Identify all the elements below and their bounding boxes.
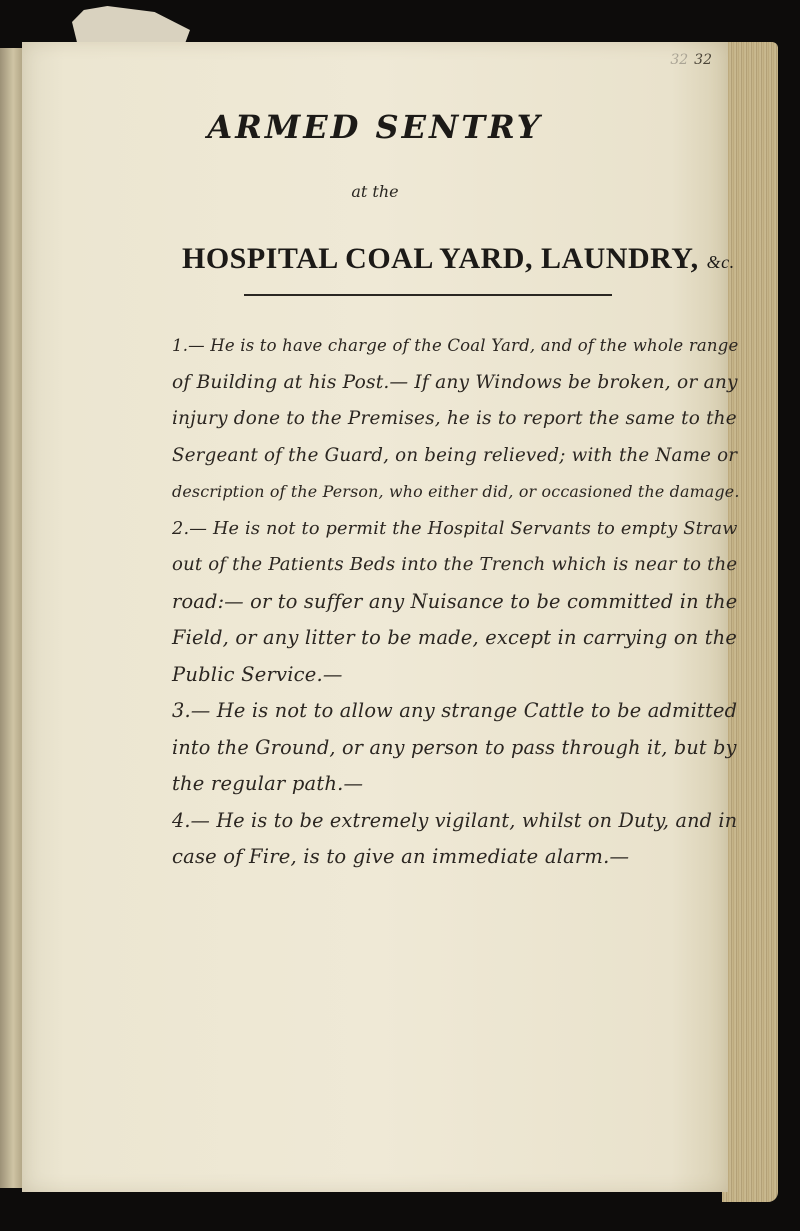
subtitle-etc: &c. <box>706 252 735 272</box>
text-line: 4.— He is to be extremely vigilant, whilst on Duty, and in <box>172 808 738 832</box>
ink-page-number: 32 <box>694 52 712 68</box>
text-line: road:— or to suffer any Nuisance to be committed in the <box>172 589 738 613</box>
title-connector: at the <box>351 182 399 201</box>
text-line: of Building at his Post.— If any Windows be broken, or any <box>172 371 738 393</box>
text-line: Field, or any litter to be made, except in carrying on the <box>172 626 738 649</box>
subtitle-text: HOSPITAL COAL YARD, LAUNDRY, <box>182 242 699 275</box>
text-line: injury done to the Premises, he is to report the same to the <box>172 408 737 429</box>
text-line: out of the Patients Beds into the Trench which is near to the <box>172 554 738 575</box>
pencil-page-number: 32 <box>670 52 689 68</box>
text-line: 2.— He is not to permit the Hospital Servants to empty Straw <box>172 518 738 539</box>
title-rule <box>244 294 612 296</box>
text-line: Sergeant of the Guard, on being relieved; with the Name or <box>172 444 738 466</box>
facing-page-edge <box>0 48 23 1188</box>
page-subtitle <box>182 242 735 276</box>
text-line: description of the Person, who either did, or occasioned the damage. <box>172 482 740 501</box>
text-line: Public Service.— <box>172 662 343 686</box>
page-title: ARMED SENTRY <box>207 108 543 146</box>
text-line: 1.— He is to have charge of the Coal Yard, and of the whole range <box>172 336 739 355</box>
text-line: case of Fire, is to give an immediate alarm.— <box>172 845 630 868</box>
text-line: the regular path.— <box>172 772 364 795</box>
text-line: 3.— He is not to allow any strange Cattle to be admitted <box>172 699 738 722</box>
manuscript-page <box>22 42 740 1192</box>
torn-paper-tab <box>72 6 190 46</box>
page-number <box>670 52 712 68</box>
orders-text <box>172 328 740 876</box>
text-line: into the Ground, or any person to pass through it, but by <box>172 735 737 759</box>
